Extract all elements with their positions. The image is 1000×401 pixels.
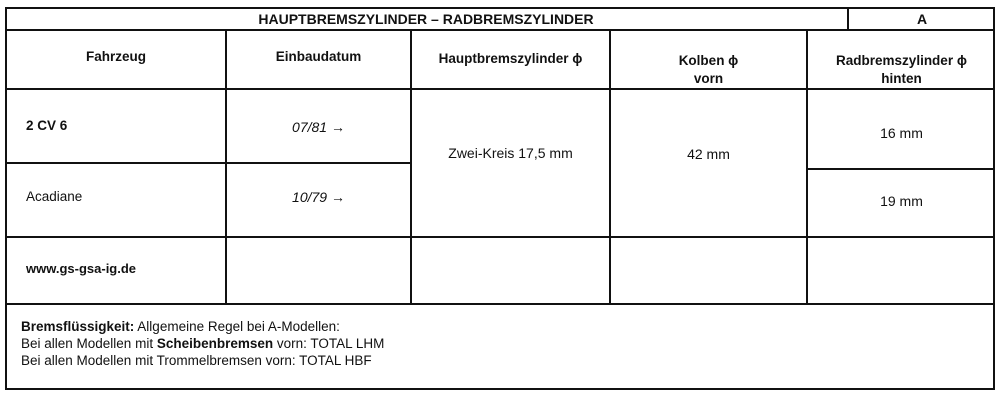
wheel-cylinder-value: 16 mm (880, 125, 923, 141)
master-cylinder-value: Zwei-Kreis 17,5 mm (448, 145, 573, 161)
piston-value: 42 mm (687, 146, 730, 162)
column-header-vehicle (7, 48, 225, 66)
notes-line-1 (21, 318, 981, 335)
column-header-vehicle-label: Fahrzeug (85, 49, 146, 64)
column-header-piston (611, 52, 806, 88)
column-header-wheel-cylinder (808, 52, 995, 88)
column-header-piston-line1: Kolben ϕ (678, 53, 739, 68)
column-header-master-cylinder-label: Hauptbremszylinder ϕ (438, 51, 583, 66)
notes-line-2-rest: vorn: TOTAL LHM (273, 336, 385, 351)
divider (806, 168, 995, 170)
column-header-date-label: Einbaudatum (275, 49, 362, 64)
vehicle-name: Acadiane (26, 189, 83, 204)
divider (5, 236, 995, 238)
install-date: 10/79 → (292, 189, 345, 205)
divider (410, 29, 412, 305)
website-label: www.gs-gsa-ig.de (26, 261, 137, 276)
column-header-master-cylinder (412, 50, 609, 68)
table-code: A (916, 11, 928, 27)
notes-line-1-text: Allgemeine Regel bei A-Modellen: (134, 319, 340, 334)
notes-disc-brakes: Scheibenbremsen (156, 336, 274, 351)
column-header-piston-line2: vorn (693, 71, 724, 86)
brake-fluid-notes (21, 318, 981, 369)
divider (5, 88, 995, 90)
notes-line-2 (21, 335, 981, 352)
vehicle-name: 2 CV 6 (26, 118, 68, 133)
install-date: 07/81 → (292, 119, 345, 135)
notes-line-2-start: Bei allen Modellen mit (21, 336, 157, 351)
divider (5, 162, 410, 164)
column-header-date (227, 48, 410, 66)
divider (5, 303, 995, 305)
column-header-wheel-cylinder-line1: Radbremszylinder ϕ (836, 53, 967, 68)
divider (225, 29, 227, 305)
column-header-wheel-cylinder-line2: hinten (881, 71, 922, 86)
notes-brake-fluid-heading: Bremsflüssigkeit: (21, 319, 135, 334)
notes-line-3: Bei allen Modellen mit Trommelbremsen vorn: TOTAL HBF (21, 353, 372, 368)
wheel-cylinder-value: 19 mm (880, 193, 923, 209)
table-title: HAUPTBREMSZYLINDER – RADBREMSZYLINDER (258, 11, 594, 27)
